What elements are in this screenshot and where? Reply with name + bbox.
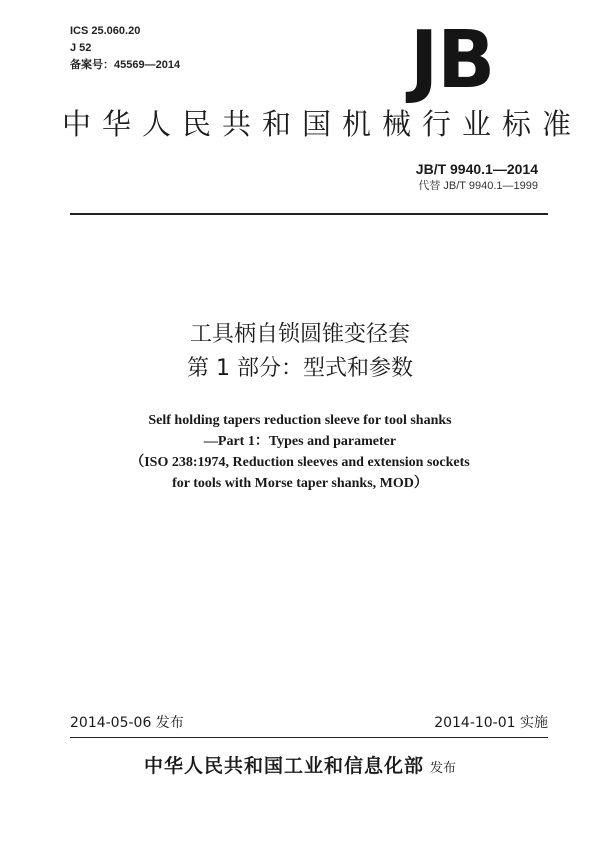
chinese-title-line-2: 第 1 部分：型式和参数: [187, 356, 413, 381]
class-code: J 52: [70, 42, 92, 54]
english-title-line-4: for tools with Morse taper shanks, MOD）: [172, 476, 428, 491]
industry-standard-title: 中华人民共和国机械行业标准: [62, 107, 583, 141]
issuer-line: [0, 751, 600, 778]
ics-code: ICS 25.060.20: [70, 25, 141, 37]
footer-divider: [70, 737, 548, 738]
replaces-standard: 代替 JB/T 9940.1—1999: [418, 180, 538, 192]
record-number: 备案号：45569—2014: [70, 59, 181, 71]
issuing-organization: 中华人民共和国工业和信息化部: [143, 755, 424, 777]
classification-block: [70, 23, 180, 74]
standard-number: JB/T 9940.1—2014: [415, 161, 538, 177]
chinese-title-line-1: 工具柄自锁圆锥变径套: [189, 322, 410, 347]
date-row: [70, 714, 548, 732]
standard-number-block: [416, 160, 538, 194]
english-title-line-2: —Part 1：Types and parameter: [203, 434, 397, 449]
english-title-line-1: Self holding tapers reduction sleeve for tool shanks: [148, 413, 452, 428]
issue-action: 发布: [430, 761, 457, 776]
header-divider: [70, 213, 548, 215]
chinese-title: [0, 318, 600, 386]
english-title: [0, 410, 600, 494]
jb-logo: JB: [410, 12, 495, 107]
english-title-line-3: （ISO 238:1974, Reduction sleeves and extension sockets: [130, 455, 470, 470]
effective-date: 2014-10-01 实施: [434, 715, 548, 731]
publish-date: 2014-05-06 发布: [70, 715, 184, 731]
